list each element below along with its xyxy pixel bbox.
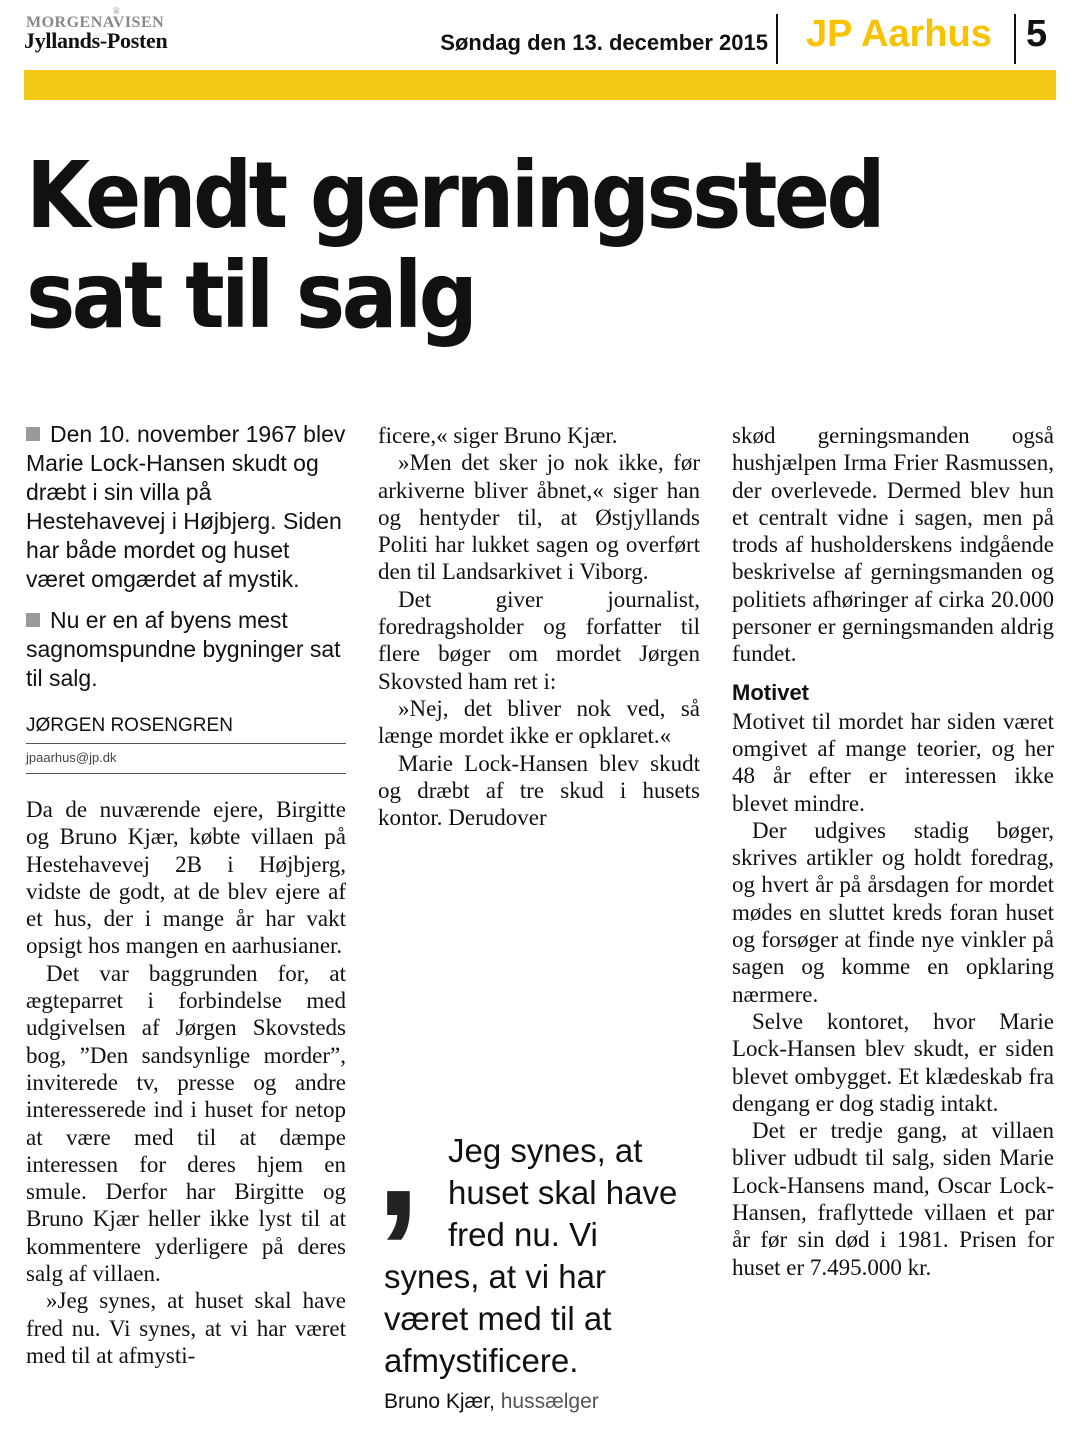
paragraph: Der udgives stadig bøger, skrives artikler og holdt foredrag, og hvert år på årsdagen for mordet mødes en sluttet kreds foran huset og forsøger at finde nye vinkler på sagen og komme en opklaring nærmere. <box>732 817 1054 1007</box>
masthead-divider <box>776 14 778 64</box>
paragraph: Motivet til mordet har siden været omgivet af mange teorier, og her 48 år efter er interessen ikke blevet mindre. <box>732 708 1054 816</box>
paragraph: Det var baggrunden for, at ægteparret i forbindelse med udgivelsen af Jørgen Skovsteds bog, ”Den sandsynlige morder”, inviterede tv, presse og andre interesserede ind i huset for netop at være med til at dæmpe interessen for deres hjem en smule. Derfor har Birgitte og Bruno Kjær heller ikke lyst til at kommentere yderligere på deres salg af villaen. <box>26 960 346 1287</box>
quote-name: Bruno Kjær, <box>384 1390 495 1413</box>
paragraph: »Nej, det bliver nok ved, så længe mordet ikke er opklaret.« <box>378 695 700 749</box>
masthead-top: MORGENAVISEN <box>26 14 165 31</box>
article-column-3 <box>732 422 1054 1281</box>
subheading: Motivet <box>732 679 809 705</box>
quote-mark-icon: , <box>376 1070 421 1249</box>
masthead <box>24 6 1056 58</box>
pull-quote-attribution <box>384 1390 599 1414</box>
paragraph: Da de nuværende ejere, Birgitte og Bruno Kjær, købte villaen på Hestehavevej 2B i Højbjerg, vidste de godt, at de blev ejere af et hus, der i mange år har vakt opsigt hos mangen en aarhusianer. <box>26 797 346 959</box>
masthead-name: Jyllands-Posten <box>24 28 168 53</box>
issue-date: Søndag den 13. december 2015 <box>440 30 768 55</box>
headline-line-1: Kendt gerningssted <box>26 142 883 249</box>
headline <box>26 142 944 349</box>
article-column-1 <box>26 796 346 1369</box>
paragraph: Selve kontoret, hvor Marie Lock-Hansen blev skudt, er siden blevet ombygget. Et klædeskab fra dengang er dog stadig intakt. <box>732 1008 1054 1116</box>
bullet-square-icon <box>26 427 40 441</box>
pull-quote: Jeg synes, at huset skal have fred nu. Vi synes, at vi har været med til at afmystificere. <box>384 1132 678 1379</box>
lead-column <box>26 420 346 774</box>
section-name: JP Aarhus <box>806 13 992 55</box>
divider <box>26 773 346 774</box>
article-column-2 <box>378 422 700 831</box>
byline-author: JØRGEN ROSENGREN <box>26 705 346 744</box>
paragraph: »Men det sker jo nok ikke, før arkiverne bliver åbnet,« siger han og hentyder til, at Østjyllands Politi har lukket sagen og overført den til Landsarkivet i Viborg. <box>378 450 700 585</box>
section-bar <box>24 70 1056 100</box>
paragraph: ficere,« siger Bruno Kjær. <box>378 423 618 448</box>
paragraph: »Jeg synes, at huset skal have fred nu. Vi synes, at vi har været med til at afmysti- <box>26 1288 346 1368</box>
lead-paragraph: Den 10. november 1967 blev Marie Lock-Hansen skudt og dræbt i sin villa på Hestehavevej i Højbjerg. Siden har både mordet og huset været omgærdet af mystik. <box>26 421 346 592</box>
paragraph: Marie Lock-Hansen blev skudt og dræbt af tre skud i husets kontor. Derudover <box>378 750 700 831</box>
bullet-square-icon <box>26 613 40 627</box>
paragraph: skød gerningsmanden også hushjælpen Irma Frier Rasmussen, der overlevede. Dermed blev hun et centralt vidne i sagen, men på trods af husholderskens indgående beskrivelse af gerningsmanden og politiets afhøringer af cirka 20.000 personer er gerningsmanden aldrig fundet. <box>732 423 1054 667</box>
quote-role: hussælger <box>500 1390 599 1413</box>
paragraph: Det giver journalist, foredragsholder og forfatter til flere bøger om mordet Jørgen Skovsted ham ret i: <box>378 586 700 694</box>
byline-email: jpaarhus@jp.dk <box>26 750 117 765</box>
crown-icon: ♕ <box>112 6 121 17</box>
masthead-divider <box>1014 14 1016 64</box>
lead-paragraph: Nu er en af byens mest sagnomspundne bygninger sat til salg. <box>26 607 341 691</box>
paragraph: Det er tredje gang, at villaen bliver udbudt til salg, siden Marie Lock-Hansens mand, Oscar Lock-Hansen, fraflyttede villaen et par år før sin død i 1981. Prisen for huset er 7.495.000 kr. <box>732 1118 1054 1280</box>
headline-line-2: sat til salg <box>26 242 475 349</box>
page-number: 5 <box>1026 13 1048 55</box>
